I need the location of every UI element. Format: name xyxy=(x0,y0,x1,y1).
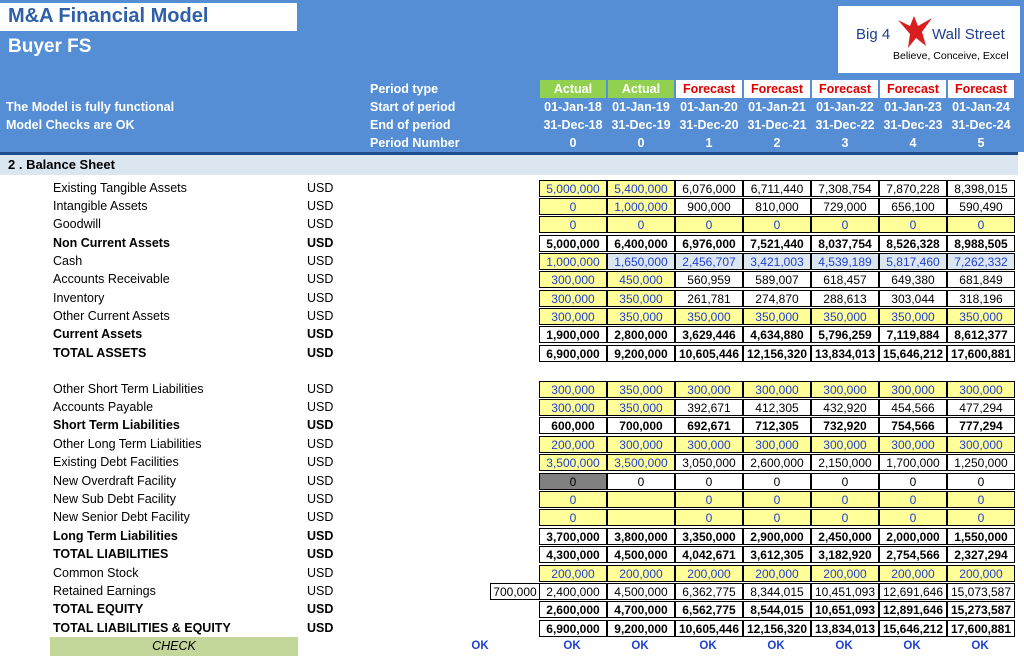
cell-new-sub-debt-facility-1[interactable] xyxy=(607,491,675,508)
cell-total-equity-6[interactable]: 15,273,587 xyxy=(947,601,1015,618)
cell-long-term-liabilities-5[interactable]: 2,000,000 xyxy=(879,528,947,545)
cell-non-current-assets-4[interactable]: 8,037,754 xyxy=(811,235,879,252)
period-num-6: 5 xyxy=(977,136,985,150)
period-num-5: 4 xyxy=(909,136,917,150)
check-ok-7: OK xyxy=(971,640,989,652)
period-type-4: Forecast xyxy=(812,80,878,98)
cell-new-senior-debt-facility-3[interactable]: 0 xyxy=(743,509,811,526)
row-unit: USD xyxy=(307,418,334,432)
cell-other-current-assets-1[interactable]: 350,000 xyxy=(607,308,675,325)
cell-total-liabilities-equity-2[interactable]: 10,605,446 xyxy=(675,620,743,637)
check-ok-3: OK xyxy=(699,640,717,652)
cell-cash-3[interactable]: 3,421,003 xyxy=(743,253,811,270)
cell-total-equity-5[interactable]: 12,891,646 xyxy=(879,601,947,618)
period-end-6: 31-Dec-24 xyxy=(951,118,1011,132)
cell-other-short-term-liabilities-1[interactable]: 350,000 xyxy=(607,381,675,398)
cell-new-sub-debt-facility-5[interactable]: 0 xyxy=(879,491,947,508)
cell-intangible-assets-5[interactable]: 656,100 xyxy=(879,198,947,215)
row-label-retained-earnings: Retained Earnings xyxy=(53,584,156,598)
cell-non-current-assets-6[interactable]: 8,988,505 xyxy=(947,235,1015,252)
model-subtitle: Buyer FS xyxy=(8,36,92,57)
cell-short-term-liabilities-3[interactable]: 712,305 xyxy=(743,417,811,434)
cell-accounts-payable-5[interactable]: 454,566 xyxy=(879,399,947,416)
cell-total-liabilities-3[interactable]: 3,612,305 xyxy=(743,546,811,563)
period-type-2: Forecast xyxy=(676,80,742,98)
cell-total-liabilities-equity-0[interactable]: 6,900,000 xyxy=(539,620,607,637)
cell-goodwill-0[interactable]: 0 xyxy=(539,216,607,233)
cell-total-assets-5[interactable]: 15,646,212 xyxy=(879,345,947,362)
row-label-inventory: Inventory xyxy=(53,291,105,305)
cell-other-long-term-liabilities-4[interactable]: 300,000 xyxy=(811,436,879,453)
period-start-3: 01-Jan-21 xyxy=(748,100,806,114)
cell-non-current-assets-2[interactable]: 6,976,000 xyxy=(675,235,743,252)
row-unit: USD xyxy=(307,181,334,195)
period-start-6: 01-Jan-24 xyxy=(952,100,1010,114)
cell-accounts-payable-4[interactable]: 432,920 xyxy=(811,399,879,416)
cell-total-assets-2[interactable]: 10,605,446 xyxy=(675,345,743,362)
cell-accounts-receivable-1[interactable]: 450,000 xyxy=(607,271,675,288)
cell-short-term-liabilities-2[interactable]: 692,671 xyxy=(675,417,743,434)
row-unit: USD xyxy=(307,236,334,250)
check-ok-4: OK xyxy=(767,640,785,652)
row-unit: USD xyxy=(307,291,334,305)
cell-other-current-assets-5[interactable]: 350,000 xyxy=(879,308,947,325)
cell-retained-earnings-6[interactable]: 15,073,587 xyxy=(947,583,1015,600)
cell-other-current-assets-4[interactable]: 350,000 xyxy=(811,308,879,325)
period-type-3: Forecast xyxy=(744,80,810,98)
cell-accounts-payable-3[interactable]: 412,305 xyxy=(743,399,811,416)
cell-existing-debt-facilities-0[interactable]: 3,500,000 xyxy=(539,454,607,471)
period-start-5: 01-Jan-23 xyxy=(884,100,942,114)
row-label-non-current-assets: Non Current Assets xyxy=(53,236,170,250)
row-label-new-senior-debt-facility: New Senior Debt Facility xyxy=(53,510,190,524)
cell-short-term-liabilities-0[interactable]: 600,000 xyxy=(539,417,607,434)
cell-accounts-payable-0[interactable]: 300,000 xyxy=(539,399,607,416)
cell-total-liabilities-2[interactable]: 4,042,671 xyxy=(675,546,743,563)
check-ok-2: OK xyxy=(631,640,649,652)
cell-accounts-payable-2[interactable]: 392,671 xyxy=(675,399,743,416)
row-label-total-assets: TOTAL ASSETS xyxy=(53,346,147,360)
cell-total-assets-3[interactable]: 12,156,320 xyxy=(743,345,811,362)
cell-intangible-assets-2[interactable]: 900,000 xyxy=(675,198,743,215)
cell-accounts-receivable-2[interactable]: 560,959 xyxy=(675,271,743,288)
cell-existing-debt-facilities-6[interactable]: 1,250,000 xyxy=(947,454,1015,471)
big4-logo xyxy=(838,6,1020,73)
cell-total-liabilities-equity-5[interactable]: 15,646,212 xyxy=(879,620,947,637)
row-unit: USD xyxy=(307,547,334,561)
row-unit: USD xyxy=(307,437,334,451)
cell-inventory-2[interactable]: 261,781 xyxy=(675,290,743,307)
cell-cash-5[interactable]: 5,817,460 xyxy=(879,253,947,270)
cell-current-assets-0[interactable]: 1,900,000 xyxy=(539,326,607,343)
logo-tagline: Believe, Conceive, Excel xyxy=(893,50,1009,62)
row-unit: USD xyxy=(307,584,334,598)
cell-total-liabilities-5[interactable]: 2,754,566 xyxy=(879,546,947,563)
row-unit: USD xyxy=(307,346,334,360)
cell-retained-earnings-0[interactable]: 2,400,000 xyxy=(539,583,607,600)
cell-accounts-payable-6[interactable]: 477,294 xyxy=(947,399,1015,416)
period-type-1: Actual xyxy=(608,80,674,98)
period-end-2: 31-Dec-20 xyxy=(679,118,739,132)
cell-new-sub-debt-facility-0[interactable]: 0 xyxy=(539,491,607,508)
cell-inventory-0[interactable]: 300,000 xyxy=(539,290,607,307)
status-functional: The Model is fully functional xyxy=(6,100,175,114)
cell-accounts-receivable-0[interactable]: 300,000 xyxy=(539,271,607,288)
period-type-5: Forecast xyxy=(880,80,946,98)
cell-current-assets-5[interactable]: 7,119,884 xyxy=(879,326,947,343)
cell-short-term-liabilities-5[interactable]: 754,566 xyxy=(879,417,947,434)
cell-accounts-receivable-3[interactable]: 589,007 xyxy=(743,271,811,288)
cell-existing-tangible-assets-3[interactable]: 6,711,440 xyxy=(743,180,811,197)
period-end-5: 31-Dec-23 xyxy=(883,118,943,132)
cell-total-liabilities-equity-1[interactable]: 9,200,000 xyxy=(607,620,675,637)
cell-cash-0[interactable]: 1,000,000 xyxy=(539,253,607,270)
row-unit: USD xyxy=(307,492,334,506)
cell-accounts-payable-1[interactable]: 350,000 xyxy=(607,399,675,416)
cell-common-stock-5[interactable]: 200,000 xyxy=(879,565,947,582)
cell-total-assets-6[interactable]: 17,600,881 xyxy=(947,345,1015,362)
cell-retained-earnings-5[interactable]: 12,691,646 xyxy=(879,583,947,600)
model-header xyxy=(0,0,1024,152)
row-label-existing-tangible-assets: Existing Tangible Assets xyxy=(53,181,187,195)
cell-goodwill-5[interactable]: 0 xyxy=(879,216,947,233)
cell-intangible-assets-0[interactable]: 0 xyxy=(539,198,607,215)
cell-total-equity-0[interactable]: 2,600,000 xyxy=(539,601,607,618)
cell-accounts-receivable-4[interactable]: 618,457 xyxy=(811,271,879,288)
cell-inventory-5[interactable]: 303,044 xyxy=(879,290,947,307)
row-unit: USD xyxy=(307,272,334,286)
cell-total-assets-4[interactable]: 13,834,013 xyxy=(811,345,879,362)
cell-short-term-liabilities-1[interactable]: 700,000 xyxy=(607,417,675,434)
check-ok-0: OK xyxy=(471,640,489,652)
check-ok-6: OK xyxy=(903,640,921,652)
row-unit: USD xyxy=(307,455,334,469)
cell-existing-debt-facilities-4[interactable]: 2,150,000 xyxy=(811,454,879,471)
logo-text-wallstreet: Wall Street xyxy=(932,26,1005,43)
row-unit: USD xyxy=(307,602,334,616)
cell-new-sub-debt-facility-3[interactable]: 0 xyxy=(743,491,811,508)
row-unit: USD xyxy=(307,199,334,213)
cell-new-senior-debt-facility-2[interactable]: 0 xyxy=(675,509,743,526)
cell-common-stock-3[interactable]: 200,000 xyxy=(743,565,811,582)
row-unit: USD xyxy=(307,510,334,524)
row-label-new-overdraft-facility: New Overdraft Facility xyxy=(53,474,176,488)
cell-goodwill-4[interactable]: 0 xyxy=(811,216,879,233)
label-period-number: Period Number xyxy=(370,136,460,150)
cell-common-stock-0[interactable]: 200,000 xyxy=(539,565,607,582)
row-label-accounts-receivable: Accounts Receivable xyxy=(53,272,170,286)
cell-intangible-assets-6[interactable]: 590,490 xyxy=(947,198,1015,215)
row-unit: USD xyxy=(307,327,334,341)
row-label-goodwill: Goodwill xyxy=(53,217,101,231)
cell-goodwill-3[interactable]: 0 xyxy=(743,216,811,233)
cell-existing-tangible-assets-5[interactable]: 7,870,228 xyxy=(879,180,947,197)
cell-total-liabilities-6[interactable]: 2,327,294 xyxy=(947,546,1015,563)
row-label-total-liabilities: TOTAL LIABILITIES xyxy=(53,547,169,561)
cell-retained-earnings-1[interactable]: 4,500,000 xyxy=(607,583,675,600)
cell-new-overdraft-facility-1[interactable]: 0 xyxy=(607,473,675,490)
cell-other-long-term-liabilities-5[interactable]: 300,000 xyxy=(879,436,947,453)
eagle-logo-icon xyxy=(896,12,936,52)
cell-total-assets-1[interactable]: 9,200,000 xyxy=(607,345,675,362)
check-ok-1: OK xyxy=(563,640,581,652)
cell-new-overdraft-facility-4[interactable]: 0 xyxy=(811,473,879,490)
period-start-0: 01-Jan-18 xyxy=(544,100,602,114)
cell-current-assets-6[interactable]: 8,612,377 xyxy=(947,326,1015,343)
cell-existing-debt-facilities-3[interactable]: 2,600,000 xyxy=(743,454,811,471)
cell-retained-earnings-3[interactable]: 8,344,015 xyxy=(743,583,811,600)
row-label-new-sub-debt-facility: New Sub Debt Facility xyxy=(53,492,176,506)
cell-short-term-liabilities-6[interactable]: 777,294 xyxy=(947,417,1015,434)
cell-new-sub-debt-facility-4[interactable]: 0 xyxy=(811,491,879,508)
cell-existing-tangible-assets-6[interactable]: 8,398,015 xyxy=(947,180,1015,197)
cell-new-senior-debt-facility-1[interactable] xyxy=(607,509,675,526)
opening-balance-cell[interactable]: 700,000 xyxy=(490,583,540,600)
row-unit: USD xyxy=(307,217,334,231)
cell-common-stock-1[interactable]: 200,000 xyxy=(607,565,675,582)
cell-common-stock-2[interactable]: 200,000 xyxy=(675,565,743,582)
row-unit: USD xyxy=(307,382,334,396)
cell-accounts-receivable-5[interactable]: 649,380 xyxy=(879,271,947,288)
row-label-other-current-assets: Other Current Assets xyxy=(53,309,170,323)
cell-retained-earnings-4[interactable]: 10,451,093 xyxy=(811,583,879,600)
cell-non-current-assets-3[interactable]: 7,521,440 xyxy=(743,235,811,252)
cell-total-liabilities-4[interactable]: 3,182,920 xyxy=(811,546,879,563)
cell-other-short-term-liabilities-5[interactable]: 300,000 xyxy=(879,381,947,398)
cell-other-short-term-liabilities-4[interactable]: 300,000 xyxy=(811,381,879,398)
row-unit: USD xyxy=(307,529,334,543)
cell-intangible-assets-1[interactable]: 1,000,000 xyxy=(607,198,675,215)
cell-total-liabilities-1[interactable]: 4,500,000 xyxy=(607,546,675,563)
label-start-of-period: Start of period xyxy=(370,100,456,114)
row-label-accounts-payable: Accounts Payable xyxy=(53,400,154,414)
cell-other-long-term-liabilities-3[interactable]: 300,000 xyxy=(743,436,811,453)
cell-new-senior-debt-facility-4[interactable]: 0 xyxy=(811,509,879,526)
period-end-0: 31-Dec-18 xyxy=(543,118,603,132)
cell-other-short-term-liabilities-3[interactable]: 300,000 xyxy=(743,381,811,398)
cell-total-equity-2[interactable]: 6,562,775 xyxy=(675,601,743,618)
period-type-0: Actual xyxy=(540,80,606,98)
period-end-3: 31-Dec-21 xyxy=(747,118,807,132)
row-label-short-term-liabilities: Short Term Liabilities xyxy=(53,418,180,432)
cell-other-current-assets-2[interactable]: 350,000 xyxy=(675,308,743,325)
status-checks: Model Checks are OK xyxy=(6,118,135,132)
cell-long-term-liabilities-6[interactable]: 1,550,000 xyxy=(947,528,1015,545)
cell-other-current-assets-6[interactable]: 350,000 xyxy=(947,308,1015,325)
cell-long-term-liabilities-0[interactable]: 3,700,000 xyxy=(539,528,607,545)
row-label-other-long-term-liabilities: Other Long Term Liabilities xyxy=(53,437,202,451)
cell-goodwill-6[interactable]: 0 xyxy=(947,216,1015,233)
cell-new-senior-debt-facility-6[interactable]: 0 xyxy=(947,509,1015,526)
cell-retained-earnings-2[interactable]: 6,362,775 xyxy=(675,583,743,600)
row-label-existing-debt-facilities: Existing Debt Facilities xyxy=(53,455,179,469)
period-start-2: 01-Jan-20 xyxy=(680,100,738,114)
cell-non-current-assets-1[interactable]: 6,400,000 xyxy=(607,235,675,252)
cell-other-short-term-liabilities-0[interactable]: 300,000 xyxy=(539,381,607,398)
section-title: 2 . Balance Sheet xyxy=(8,157,115,172)
row-unit: USD xyxy=(307,621,334,635)
cell-goodwill-1[interactable]: 0 xyxy=(607,216,675,233)
cell-total-equity-4[interactable]: 10,651,093 xyxy=(811,601,879,618)
cell-existing-debt-facilities-5[interactable]: 1,700,000 xyxy=(879,454,947,471)
cell-intangible-assets-3[interactable]: 810,000 xyxy=(743,198,811,215)
cell-total-equity-3[interactable]: 8,544,015 xyxy=(743,601,811,618)
cell-non-current-assets-5[interactable]: 8,526,328 xyxy=(879,235,947,252)
cell-new-overdraft-facility-0[interactable]: 0 xyxy=(539,473,607,490)
cell-other-current-assets-3[interactable]: 350,000 xyxy=(743,308,811,325)
period-end-4: 31-Dec-22 xyxy=(815,118,875,132)
period-start-4: 01-Jan-22 xyxy=(816,100,874,114)
cell-current-assets-2[interactable]: 3,629,446 xyxy=(675,326,743,343)
cell-other-short-term-liabilities-6[interactable]: 300,000 xyxy=(947,381,1015,398)
period-num-4: 3 xyxy=(841,136,849,150)
row-label-current-assets: Current Assets xyxy=(53,327,143,341)
period-num-2: 1 xyxy=(705,136,713,150)
cell-existing-debt-facilities-2[interactable]: 3,050,000 xyxy=(675,454,743,471)
cell-non-current-assets-0[interactable]: 5,000,000 xyxy=(539,235,607,252)
cell-new-overdraft-facility-6[interactable]: 0 xyxy=(947,473,1015,490)
cell-new-sub-debt-facility-2[interactable]: 0 xyxy=(675,491,743,508)
cell-total-liabilities-0[interactable]: 4,300,000 xyxy=(539,546,607,563)
cell-current-assets-4[interactable]: 5,796,259 xyxy=(811,326,879,343)
cell-current-assets-3[interactable]: 4,634,880 xyxy=(743,326,811,343)
section-header xyxy=(0,152,1018,175)
cell-short-term-liabilities-4[interactable]: 732,920 xyxy=(811,417,879,434)
cell-new-senior-debt-facility-5[interactable]: 0 xyxy=(879,509,947,526)
cell-total-liabilities-equity-6[interactable]: 17,600,881 xyxy=(947,620,1015,637)
label-period-type: Period type xyxy=(370,82,439,96)
row-unit: USD xyxy=(307,400,334,414)
check-ok-5: OK xyxy=(835,640,853,652)
cell-other-long-term-liabilities-0[interactable]: 200,000 xyxy=(539,436,607,453)
cell-intangible-assets-4[interactable]: 729,000 xyxy=(811,198,879,215)
logo-text-big4: Big 4 xyxy=(856,26,891,43)
cell-inventory-6[interactable]: 318,196 xyxy=(947,290,1015,307)
row-label-common-stock: Common Stock xyxy=(53,566,139,580)
cell-current-assets-1[interactable]: 2,800,000 xyxy=(607,326,675,343)
cell-goodwill-2[interactable]: 0 xyxy=(675,216,743,233)
row-unit: USD xyxy=(307,309,334,323)
row-label-total-equity: TOTAL EQUITY xyxy=(53,602,144,616)
cell-new-senior-debt-facility-0[interactable]: 0 xyxy=(539,509,607,526)
cell-inventory-4[interactable]: 288,613 xyxy=(811,290,879,307)
cell-cash-4[interactable]: 4,539,189 xyxy=(811,253,879,270)
cell-long-term-liabilities-2[interactable]: 3,350,000 xyxy=(675,528,743,545)
cell-new-overdraft-facility-3[interactable]: 0 xyxy=(743,473,811,490)
cell-total-equity-1[interactable]: 4,700,000 xyxy=(607,601,675,618)
cell-new-sub-debt-facility-6[interactable]: 0 xyxy=(947,491,1015,508)
check-row-label: CHECK xyxy=(50,637,298,656)
row-label-long-term-liabilities: Long Term Liabilities xyxy=(53,529,178,543)
cell-existing-tangible-assets-4[interactable]: 7,308,754 xyxy=(811,180,879,197)
row-label-other-short-term-liabilities: Other Short Term Liabilities xyxy=(53,382,204,396)
cell-long-term-liabilities-4[interactable]: 2,450,000 xyxy=(811,528,879,545)
period-num-1: 0 xyxy=(637,136,645,150)
cell-cash-2[interactable]: 2,456,707 xyxy=(675,253,743,270)
cell-common-stock-4[interactable]: 200,000 xyxy=(811,565,879,582)
cell-other-long-term-liabilities-6[interactable]: 300,000 xyxy=(947,436,1015,453)
cell-cash-1[interactable]: 1,650,000 xyxy=(607,253,675,270)
row-label-intangible-assets: Intangible Assets xyxy=(53,199,148,213)
cell-other-long-term-liabilities-1[interactable]: 300,000 xyxy=(607,436,675,453)
cell-new-overdraft-facility-5[interactable]: 0 xyxy=(879,473,947,490)
period-start-1: 01-Jan-19 xyxy=(612,100,670,114)
cell-total-liabilities-equity-4[interactable]: 13,834,013 xyxy=(811,620,879,637)
row-label-total-liabilities-equity: TOTAL LIABILITIES & EQUITY xyxy=(53,621,231,635)
cell-accounts-receivable-6[interactable]: 681,849 xyxy=(947,271,1015,288)
period-type-6: Forecast xyxy=(948,80,1014,98)
cell-existing-tangible-assets-0[interactable]: 5,000,000 xyxy=(539,180,607,197)
cell-long-term-liabilities-3[interactable]: 2,900,000 xyxy=(743,528,811,545)
cell-other-current-assets-0[interactable]: 300,000 xyxy=(539,308,607,325)
cell-long-term-liabilities-1[interactable]: 3,800,000 xyxy=(607,528,675,545)
cell-new-overdraft-facility-2[interactable]: 0 xyxy=(675,473,743,490)
cell-inventory-3[interactable]: 274,870 xyxy=(743,290,811,307)
row-unit: USD xyxy=(307,254,334,268)
label-end-of-period: End of period xyxy=(370,118,451,132)
cell-total-liabilities-equity-3[interactable]: 12,156,320 xyxy=(743,620,811,637)
period-num-3: 2 xyxy=(773,136,781,150)
cell-common-stock-6[interactable]: 200,000 xyxy=(947,565,1015,582)
cell-existing-debt-facilities-1[interactable]: 3,500,000 xyxy=(607,454,675,471)
model-title: M&A Financial Model xyxy=(8,5,209,27)
cell-total-assets-0[interactable]: 6,900,000 xyxy=(539,345,607,362)
cell-other-short-term-liabilities-2[interactable]: 300,000 xyxy=(675,381,743,398)
row-unit: USD xyxy=(307,474,334,488)
cell-other-long-term-liabilities-2[interactable]: 300,000 xyxy=(675,436,743,453)
period-num-0: 0 xyxy=(569,136,577,150)
cell-existing-tangible-assets-1[interactable]: 5,400,000 xyxy=(607,180,675,197)
row-unit: USD xyxy=(307,566,334,580)
period-end-1: 31-Dec-19 xyxy=(611,118,671,132)
row-label-cash: Cash xyxy=(53,254,83,268)
cell-cash-6[interactable]: 7,262,332 xyxy=(947,253,1015,270)
cell-inventory-1[interactable]: 350,000 xyxy=(607,290,675,307)
cell-existing-tangible-assets-2[interactable]: 6,076,000 xyxy=(675,180,743,197)
